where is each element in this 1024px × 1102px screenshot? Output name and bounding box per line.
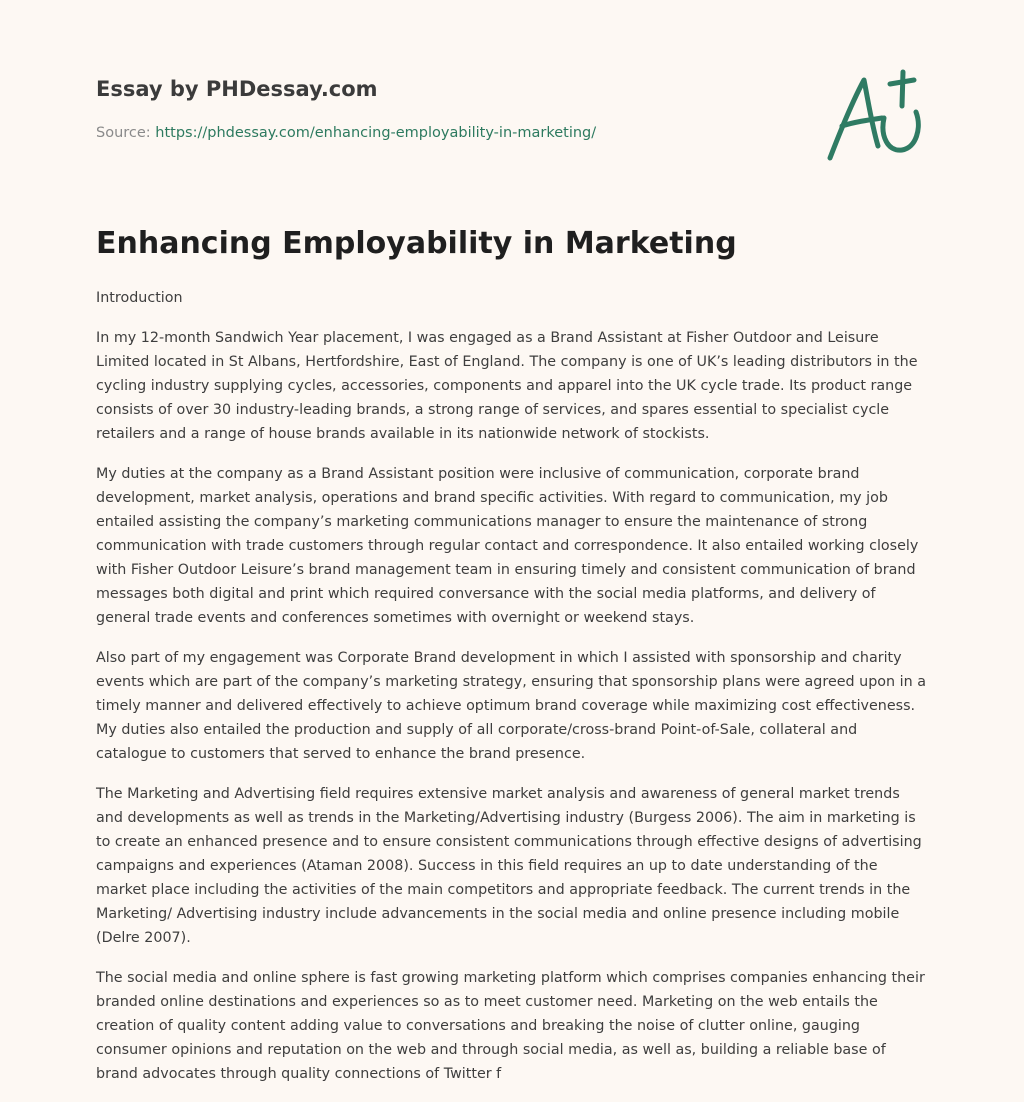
site-title: Essay by PHDessay.com — [96, 77, 378, 101]
source-line — [96, 125, 596, 141]
paragraph: My duties at the company as a Brand Assistant position were inclusive of communication, corporate brand development, market analysis, operations and brand specific activities. With regard to communication, my job entailed assisting the company’s marketing communications manager to ensure the maintenance of strong communication with trade customers through regular contact and correspondence. It also entailed working closely with Fisher Outdoor Leisure’s brand management team in ensuring timely and consistent communication of brand messages both digital and print which required conversance with the social media platforms, and delivery of general trade events and conferences sometimes with overnight or weekend stays. — [96, 466, 919, 626]
paragraph-intro-heading: Introduction — [96, 290, 183, 306]
essay-body — [96, 286, 930, 1102]
paragraph: The Marketing and Advertising field requires extensive market analysis and awareness of general market trends and developments as well as trends in the Marketing/Advertising industry (Burgess 2006). The aim in marketing is to create an enhanced presence and to ensure consistent communications through effective designs of advertising campaigns and experiences (Ataman 2008). Success in this field requires an up to date understanding of the market place including the activities of the main competitors and appropriate feedback. The current trends in the Marketing/ Advertising industry include advancements in the social media and online presence including mobile (Delre 2007). — [96, 786, 922, 946]
source-link[interactable]: https://phdessay.com/enhancing-employability-in-marketing/ — [155, 125, 597, 141]
essay-title: Enhancing Employability in Marketing — [96, 226, 737, 261]
source-label: Source: — [96, 125, 151, 141]
paragraph: Also part of my engagement was Corporate Brand development in which I assisted with sponsorship and charity events which are part of the company’s marketing strategy, ensuring that sponsorship plans were agreed upon in a timely manner and delivered effectively to achieve optimum brand coverage while maximizing cost effectiveness. My duties also entailed the production and supply of all corporate/cross-brand Point-of-Sale, collateral and catalogue to customers that served to enhance the brand presence. — [96, 650, 926, 762]
paragraph: In my 12-month Sandwich Year placement, I was engaged as a Brand Assistant at Fisher Outdoor and Leisure Limited located in St Albans, Hertfordshire, East of England. The company is one of UK’s leading distributors in the cycling industry supplying cycles, accessories, components and apparel into the UK cycle trade. Its product range consists of over 30 industry-leading brands, a strong range of services, and spares essential to specialist cycle retailers and a range of house brands available in its nationwide network of stockists. — [96, 330, 918, 442]
a-plus-logo-icon — [818, 66, 930, 166]
paragraph: The social media and online sphere is fast growing marketing platform which comprises companies enhancing their branded online destinations and experiences so as to meet customer need. Marketing on the web entails the creation of quality content adding value to conversations and breaking the noise of clutter online, gauging consumer opinions and reputation on the web and through social media, as well as, building a reliable base of brand advocates through quality connections of Twitter f — [96, 970, 925, 1082]
